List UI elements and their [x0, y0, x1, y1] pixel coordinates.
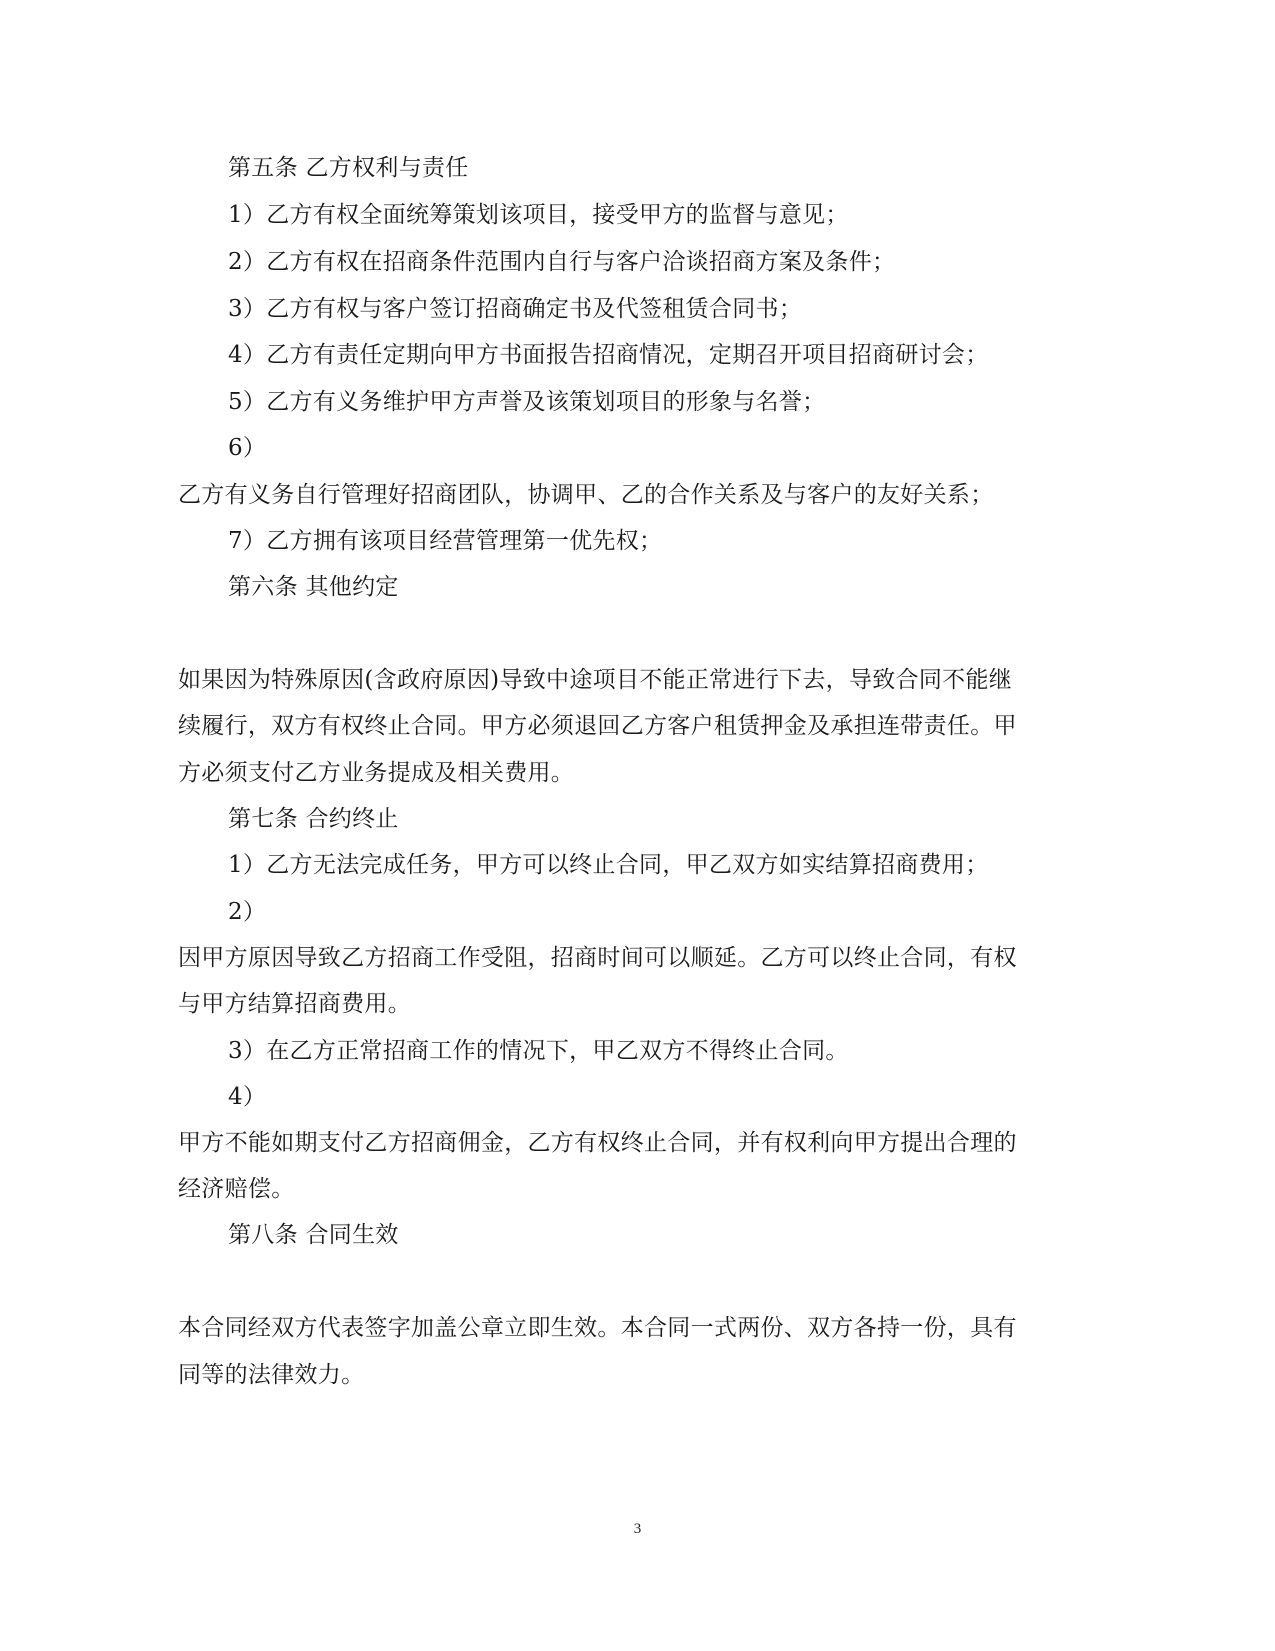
- article-7-heading: 第七条 合约终止: [228, 806, 399, 832]
- article-5-item-6-number: 6）: [228, 435, 267, 461]
- article-6-paragraph-line-2: 续履行，双方有权终止合同。甲方必须退回乙方客户租赁押金及承担连带责任。甲: [178, 713, 1017, 739]
- article-5-item-1: 1）乙方有权全面统筹策划该项目，接受甲方的监督与意见；: [228, 202, 849, 228]
- article-6-paragraph-line-3: 方必须支付乙方业务提成及相关费用。: [178, 760, 575, 786]
- article-7-item-2-text-line-2: 与甲方结算招商费用。: [178, 991, 411, 1017]
- article-5-heading: 第五条 乙方权利与责任: [228, 155, 469, 181]
- article-7-item-4-text-line-1: 甲方不能如期支付乙方招商佣金，乙方有权终止合同，并有权利向甲方提出合理的: [178, 1130, 1017, 1156]
- article-5-item-2: 2）乙方有权在招商条件范围内自行与客户洽谈招商方案及条件；: [228, 249, 896, 275]
- article-7-item-2-text-line-1: 因甲方原因导致乙方招商工作受阻，招商时间可以顺延。乙方可以终止合同，有权: [178, 945, 1017, 971]
- article-8-paragraph-line-1: 本合同经双方代表签字加盖公章立即生效。本合同一式两份、双方各持一份，具有: [178, 1315, 1017, 1341]
- article-7-item-1: 1）乙方无法完成任务，甲方可以终止合同，甲乙双方如实结算招商费用；: [228, 852, 989, 878]
- article-8-heading: 第八条 合同生效: [228, 1222, 399, 1248]
- article-5-item-7: 7）乙方拥有该项目经营管理第一优先权；: [228, 528, 663, 554]
- article-5-item-6-text: 乙方有义务自行管理好招商团队，协调甲、乙的合作关系及与客户的友好关系；: [178, 482, 994, 508]
- article-7-item-2-number: 2）: [228, 899, 267, 925]
- article-5-item-4: 4）乙方有责任定期向甲方书面报告招商情况，定期召开项目招商研讨会；: [228, 342, 989, 368]
- page-number: 3: [633, 1521, 642, 1537]
- article-5-item-3: 3）乙方有权与客户签订招商确定书及代签租赁合同书；: [228, 296, 803, 322]
- article-8-paragraph-line-2: 同等的法律效力。: [178, 1362, 365, 1388]
- article-5-item-5: 5）乙方有义务维护甲方声誉及该策划项目的形象与名誉；: [228, 389, 826, 415]
- article-7-item-3: 3）在乙方正常招商工作的情况下，甲乙双方不得终止合同。: [228, 1038, 849, 1064]
- article-6-paragraph-line-1: 如果因为特殊原因(含政府原因)导致中途项目不能正常进行下去，导致合同不能继: [178, 667, 1013, 693]
- article-7-item-4-number: 4）: [228, 1084, 267, 1110]
- article-7-item-4-text-line-2: 经济赔偿。: [178, 1176, 295, 1202]
- article-6-heading: 第六条 其他约定: [228, 574, 399, 600]
